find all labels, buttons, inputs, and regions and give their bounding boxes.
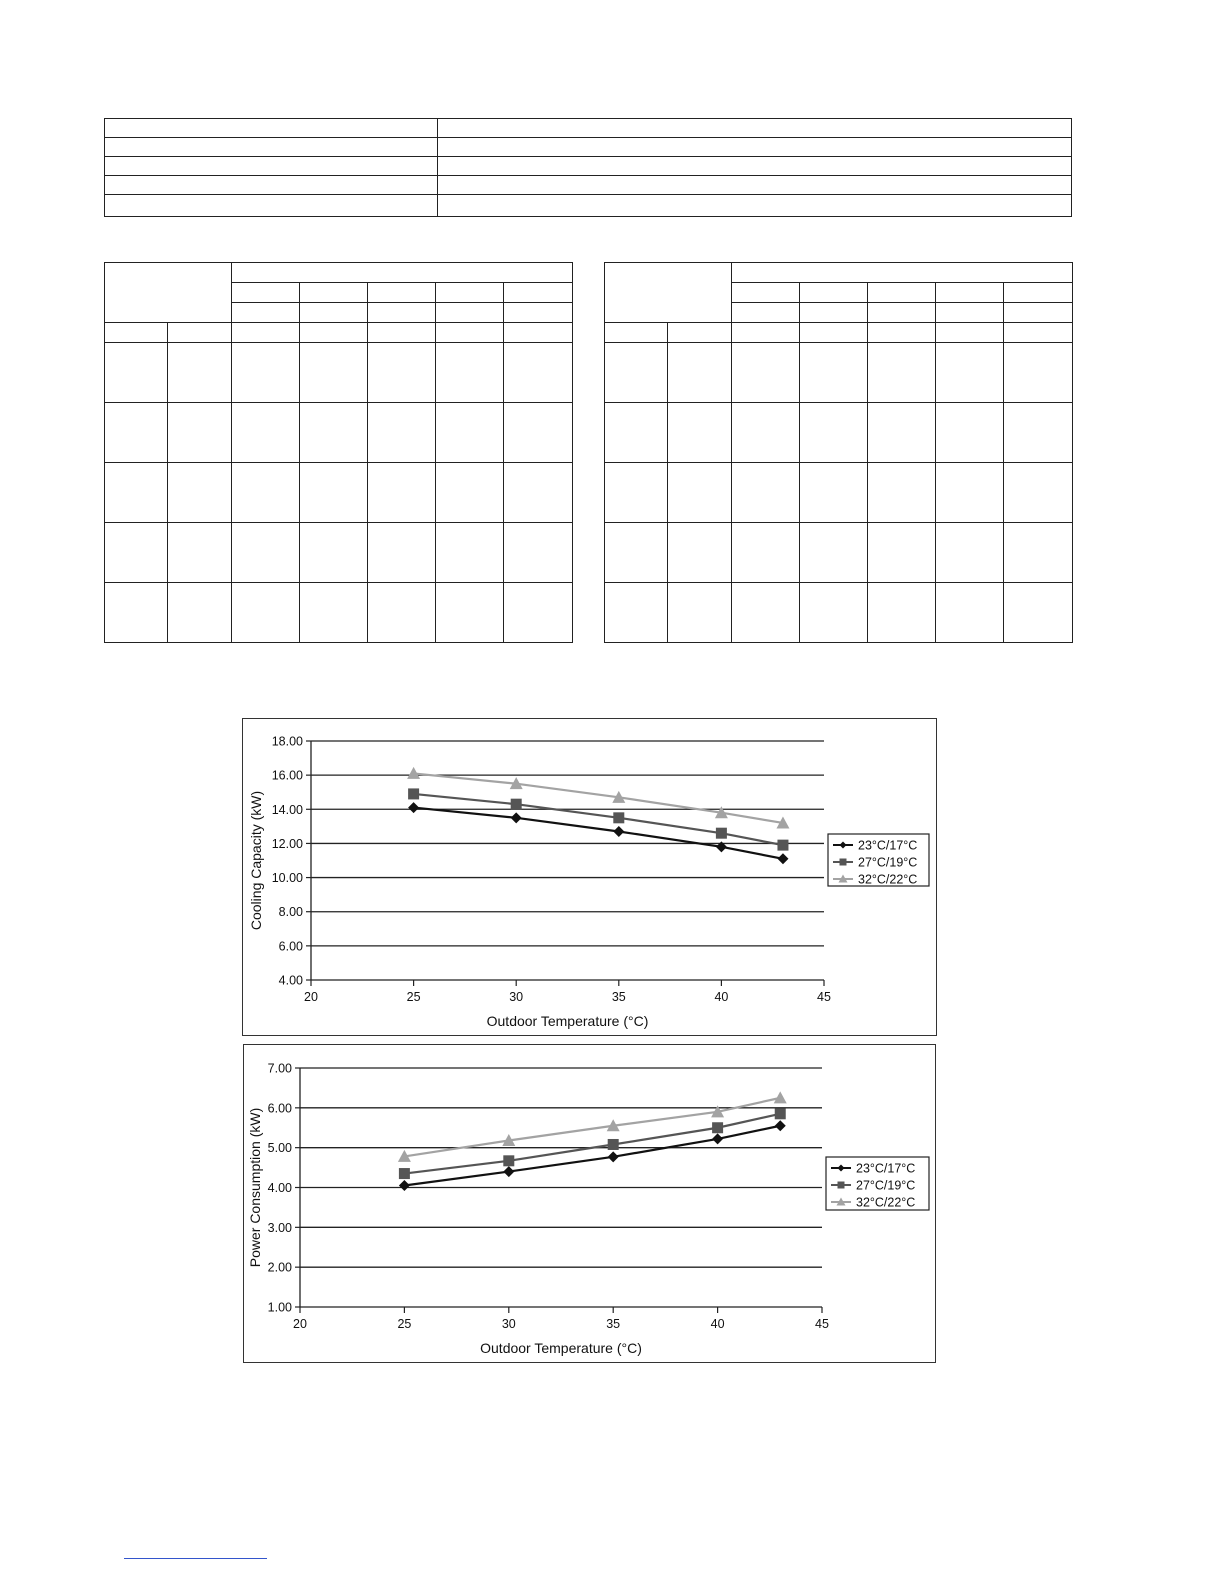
data-point bbox=[608, 1151, 619, 1162]
x-tick-label: 45 bbox=[815, 1317, 829, 1331]
series-line bbox=[404, 1126, 780, 1186]
y-tick-label: 6.00 bbox=[278, 939, 303, 954]
series-line bbox=[414, 794, 783, 845]
table-row bbox=[105, 403, 573, 463]
x-tick-label: 35 bbox=[611, 990, 626, 1004]
y-tick-label: 4.00 bbox=[267, 1181, 292, 1195]
x-tick-label: 30 bbox=[501, 1317, 516, 1331]
table-row bbox=[605, 523, 1073, 583]
y-axis-label: Power Consumption (kW) bbox=[247, 1107, 263, 1268]
table-row bbox=[605, 343, 1073, 403]
data-point bbox=[511, 799, 522, 810]
y-tick-label: 1.00 bbox=[267, 1300, 292, 1315]
y-tick-label: 8.00 bbox=[278, 905, 303, 920]
y-tick-label: 6.00 bbox=[267, 1101, 292, 1116]
y-tick-label: 5.00 bbox=[267, 1141, 292, 1156]
x-tick-label: 30 bbox=[509, 990, 524, 1004]
data-point bbox=[608, 1139, 619, 1150]
power-consumption-chart-frame bbox=[243, 1044, 936, 1363]
legend-label: 32°C/22°C bbox=[858, 872, 918, 887]
x-tick-label: 20 bbox=[304, 990, 318, 1004]
table-row bbox=[105, 583, 573, 643]
table-row bbox=[105, 523, 573, 583]
data-point bbox=[712, 1133, 723, 1144]
footer-rule bbox=[124, 1558, 267, 1559]
table-row bbox=[105, 119, 1072, 138]
data-point bbox=[774, 1091, 787, 1103]
data-point bbox=[408, 802, 419, 813]
spec-table bbox=[104, 118, 1072, 217]
performance-table-right bbox=[604, 262, 1073, 643]
y-tick-label: 2.00 bbox=[267, 1260, 292, 1275]
y-tick-label: 10.00 bbox=[271, 871, 303, 886]
data-point bbox=[775, 1120, 786, 1131]
table-row bbox=[605, 323, 1073, 343]
table-row bbox=[105, 176, 1072, 195]
power-consumption-chart bbox=[244, 1045, 935, 1362]
legend-label: 27°C/19°C bbox=[856, 1178, 916, 1193]
data-point bbox=[777, 840, 788, 851]
y-tick-label: 18.00 bbox=[271, 734, 303, 749]
y-tick-label: 12.00 bbox=[271, 836, 303, 851]
y-tick-label: 7.00 bbox=[267, 1061, 292, 1076]
data-point bbox=[503, 1155, 514, 1166]
data-point bbox=[511, 812, 522, 823]
cooling-capacity-chart bbox=[243, 719, 936, 1035]
legend-marker bbox=[840, 859, 847, 866]
x-tick-label: 25 bbox=[397, 1317, 412, 1331]
data-point bbox=[613, 812, 624, 823]
y-axis-label: Cooling Capacity (kW) bbox=[248, 790, 264, 931]
cooling-capacity-chart-frame bbox=[242, 718, 937, 1036]
data-point bbox=[408, 788, 419, 799]
x-tick-label: 25 bbox=[406, 990, 421, 1004]
data-point bbox=[399, 1180, 410, 1191]
data-point bbox=[716, 828, 727, 839]
legend-label: 32°C/22°C bbox=[856, 1195, 916, 1210]
legend-label: 23°C/17°C bbox=[856, 1161, 916, 1176]
legend-marker bbox=[838, 1182, 845, 1189]
legend-label: 23°C/17°C bbox=[858, 838, 918, 853]
table-row bbox=[605, 463, 1073, 523]
x-tick-label: 20 bbox=[293, 1317, 307, 1331]
table-row bbox=[105, 138, 1072, 157]
table-row bbox=[105, 343, 573, 403]
data-point bbox=[503, 1166, 514, 1177]
data-point bbox=[777, 853, 788, 864]
performance-table-left bbox=[104, 262, 573, 643]
x-tick-label: 35 bbox=[606, 1317, 621, 1331]
legend-label: 27°C/19°C bbox=[858, 855, 918, 870]
x-tick-label: 45 bbox=[817, 990, 831, 1004]
y-tick-label: 14.00 bbox=[271, 802, 303, 817]
x-axis-label: Outdoor Temperature (°C) bbox=[486, 1013, 649, 1029]
data-point bbox=[775, 1108, 786, 1119]
table-row bbox=[105, 323, 573, 343]
x-axis-label: Outdoor Temperature (°C) bbox=[480, 1340, 642, 1356]
y-tick-label: 4.00 bbox=[278, 973, 303, 988]
table-row bbox=[105, 263, 573, 283]
table-row bbox=[105, 157, 1072, 176]
table-row bbox=[105, 195, 1072, 217]
x-tick-label: 40 bbox=[710, 1317, 725, 1331]
table-row bbox=[605, 403, 1073, 463]
series-line bbox=[404, 1114, 780, 1174]
data-point bbox=[712, 1122, 723, 1133]
table-row bbox=[605, 263, 1073, 283]
table-row bbox=[605, 583, 1073, 643]
y-tick-label: 3.00 bbox=[267, 1220, 292, 1235]
y-tick-label: 16.00 bbox=[271, 768, 303, 783]
table-row bbox=[105, 463, 573, 523]
data-point bbox=[399, 1168, 410, 1179]
x-tick-label: 40 bbox=[714, 990, 729, 1004]
data-point bbox=[613, 826, 624, 837]
